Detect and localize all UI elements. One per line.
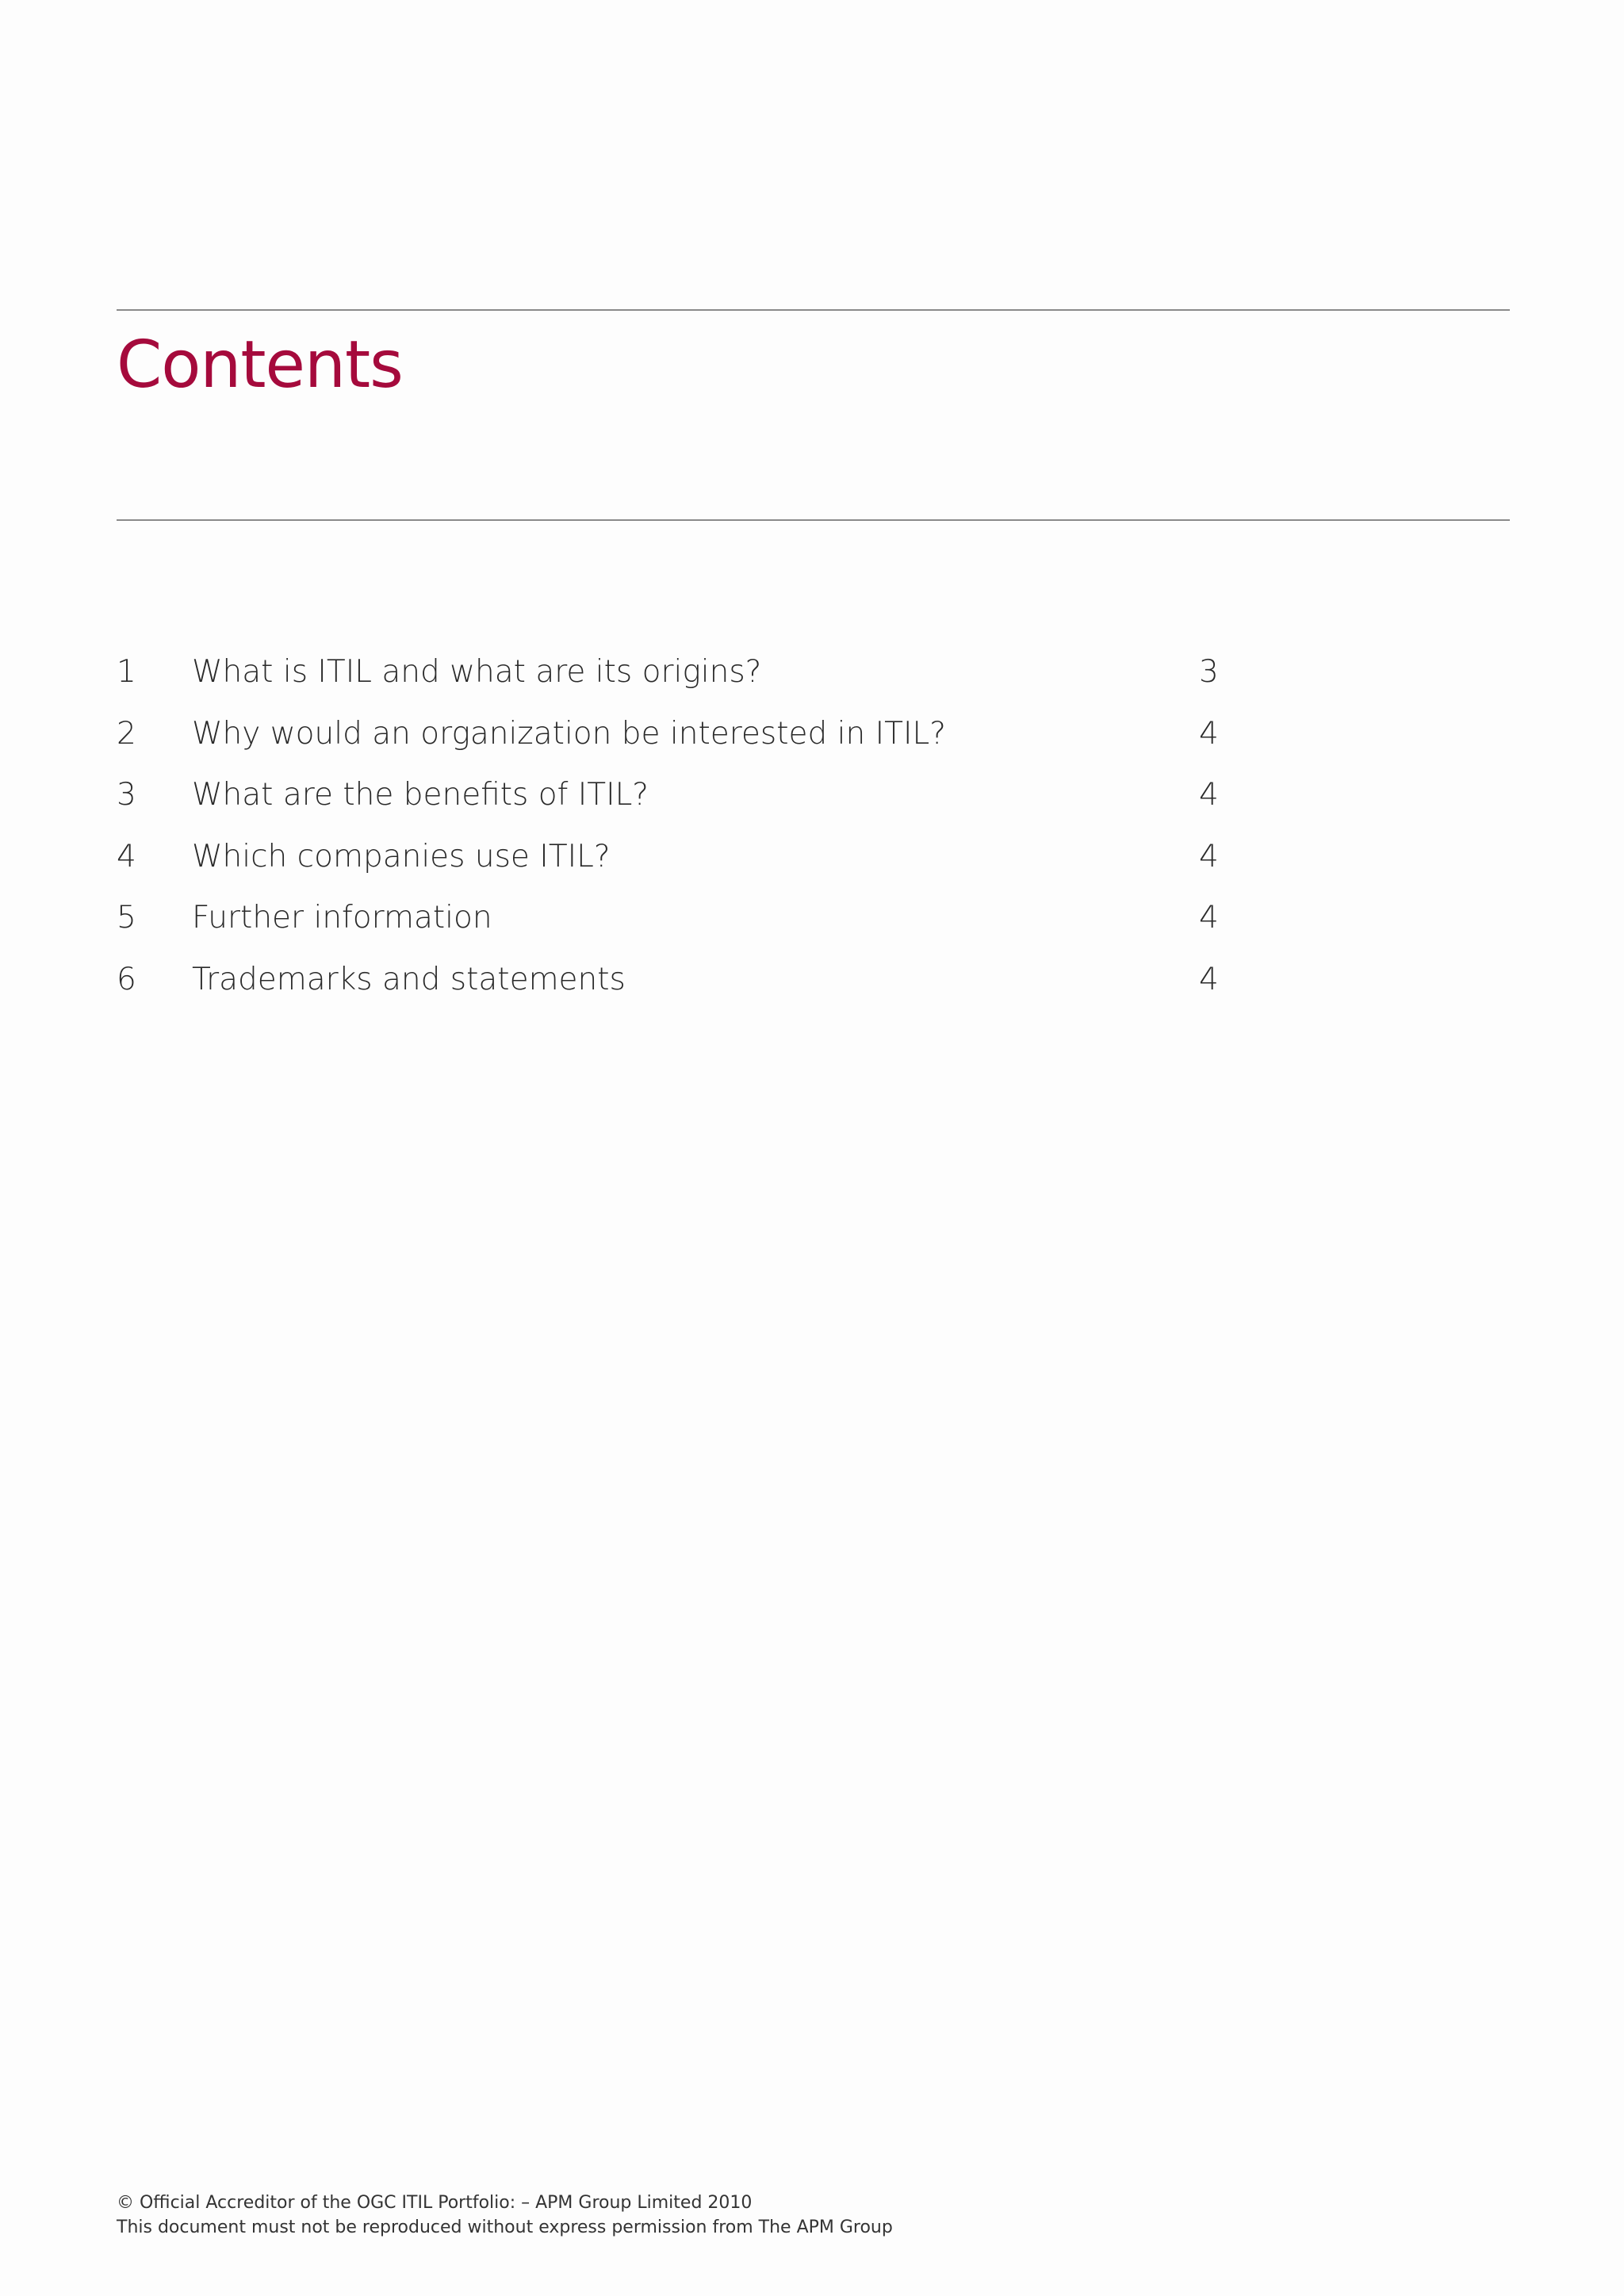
toc-entry-label[interactable]: What is ITIL and what are its origins? — [192, 654, 762, 690]
toc-entry-label[interactable]: Trademarks and statements — [192, 961, 626, 997]
toc-entry-3[interactable] — [117, 771, 1227, 833]
toc-entry-4[interactable] — [117, 833, 1227, 895]
toc-entry-number: 5 — [117, 900, 136, 936]
page-footer — [117, 2191, 893, 2240]
top-divider — [117, 309, 1510, 311]
toc-entry-page: 4 — [1199, 777, 1219, 813]
table-of-contents — [117, 649, 1227, 1017]
toc-entry-2[interactable] — [117, 710, 1227, 772]
toc-entry-1[interactable] — [117, 649, 1227, 710]
title-divider — [117, 519, 1510, 521]
toc-entry-number: 3 — [117, 777, 136, 813]
toc-entry-page: 4 — [1199, 715, 1219, 752]
toc-entry-number: 1 — [117, 654, 136, 690]
footer-copyright: © Official Accreditor of the OGC ITIL Portfolio: – APM Group Limited 2010 — [117, 2193, 753, 2213]
toc-entry-6[interactable] — [117, 956, 1227, 1018]
toc-entry-number: 2 — [117, 715, 136, 752]
toc-entry-label[interactable]: Why would an organization be interested in ITIL? — [192, 715, 946, 752]
toc-entry-page: 4 — [1199, 900, 1219, 936]
toc-entry-number: 6 — [117, 961, 136, 997]
page-title: Contents — [117, 327, 403, 403]
toc-entry-label[interactable]: Further information — [192, 900, 492, 936]
toc-entry-5[interactable] — [117, 894, 1227, 956]
toc-entry-page: 4 — [1199, 961, 1219, 997]
toc-entry-page: 4 — [1199, 838, 1219, 874]
toc-entry-label[interactable]: Which companies use ITIL? — [192, 838, 611, 874]
toc-entry-label[interactable]: What are the benefits of ITIL? — [192, 777, 649, 813]
footer-notice: This document must not be reproduced without express permission from The APM Group — [117, 2218, 893, 2237]
toc-entry-number: 4 — [117, 838, 136, 874]
toc-entry-page: 3 — [1199, 654, 1219, 690]
